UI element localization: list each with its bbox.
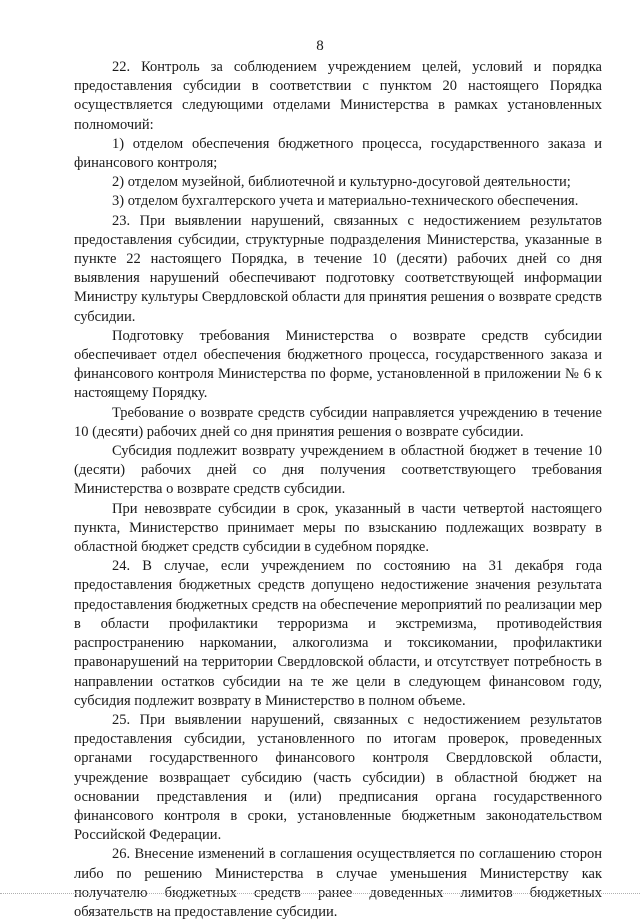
- paragraph-23: 23. При выявлении нарушений, связанных с недостижением результатов предоставления субсидии, структурные подразделения Министерства, указанные в пункте 22 настоящего Порядка, в течение 10 (десяти) рабочих дней со дня выявления нарушений обеспечивают подготовку соответствующей информации Министру культуры Свердловской области для принятия решения о возврате средств субсидии.: [74, 212, 602, 325]
- paragraph-22-item-3: 3) отделом бухгалтерского учета и материально-технического обеспечения.: [112, 193, 579, 210]
- paragraph-23-part-4: Субсидия подлежит возврату учреждением в областной бюджет в течение 10 (десяти) рабочих дней со дня получения соответствующего требования Министерства о возврате средств субсидии.: [74, 443, 602, 498]
- paragraph-26: 26. Внесение изменений в соглашения осуществляется по соглашению сторон либо по решению Министерства в случае уменьшения Министерству как получателю бюджетных средств ранее доведенных лимитов бюджетных обязательств на предоставление субсидии.: [74, 846, 602, 920]
- paragraph-22-item-2: 2) отделом музейной, библиотечной и культурно-досуговой деятельности;: [112, 174, 571, 191]
- paragraph-23-part-3: Требование о возврате средств субсидии направляется учреждению в течение 10 (десяти) рабочих дней со дня принятия решения о возврате субсидии.: [74, 404, 602, 440]
- page-number: 8: [316, 38, 324, 54]
- paragraph-22: 22. Контроль за соблюдением учреждением целей, условий и порядка предоставления субсидии в соответствии с пунктом 20 настоящего Порядка осуществляется следующими отделами Министерства в рамках установленных полномочий:: [74, 59, 602, 133]
- document-body: [74, 58, 602, 922]
- paragraph-24: 24. В случае, если учреждением по состоянию на 31 декабря года предоставления бюджетных средств допущено недостижение значения результата предоставления бюджетных средств на обеспечение мероприятий по реализации мер в области профилактики терроризма и экстремизма, противодействия распространению наркомании, алкоголизма и токсикомании, профилактики правонарушений на территории Свердловской области, и отсутствует потребность в направлении остатков субсидии на те же цели в следующем финансовом году, субсидия подлежит возврату в Министерство в полном объеме.: [74, 558, 602, 709]
- page-bottom-divider: [0, 893, 640, 894]
- paragraph-25: 25. При выявлении нарушений, связанных с недостижением результатов предоставления субсидии, установленного по итогам проверок, проведенных органами государственного финансового контроля Свердловской области, учреждение возвращает субсидию (часть субсидии) в областной бюджет на основании представления и (или) предписания органа государственного финансового контроля в сроки, установленные бюджетным законодательством Российской Федерации.: [74, 711, 602, 844]
- paragraph-23-part-2: Подготовку требования Министерства о возврате средств субсидии обеспечивает отдел обеспечения бюджетного процесса, государственного заказа и финансового контроля Министерства по форме, установленной в приложении № 6 к настоящему Порядку.: [74, 327, 602, 402]
- paragraph-23-part-5: При невозврате субсидии в срок, указанный в части четвертой настоящего пункта, Министерство принимает меры по взысканию подлежащих возврату в областной бюджет средств субсидии в судебном порядке.: [74, 500, 602, 556]
- paragraph-22-item-1: 1) отделом обеспечения бюджетного процесса, государственного заказа и финансового контроля;: [74, 135, 602, 172]
